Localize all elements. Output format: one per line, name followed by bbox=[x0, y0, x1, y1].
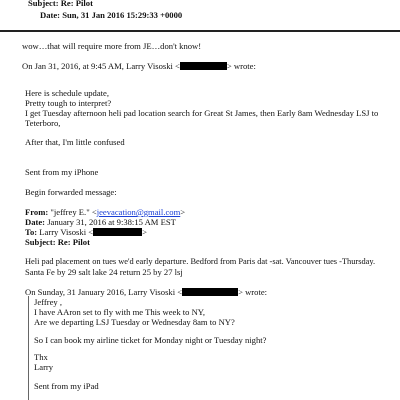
fwd-to-value: Larry Visoski < bbox=[39, 227, 94, 237]
larry-line-4: Teterboro, bbox=[25, 118, 61, 128]
quoted-sent-from: Sent from my iPad bbox=[34, 381, 99, 391]
date-value: Sun, 31 Jan 2016 15:29:33 +0000 bbox=[62, 10, 183, 20]
forwarded-intro: Begin forwarded message: bbox=[25, 187, 117, 197]
redacted-email bbox=[182, 288, 238, 296]
reply-attribution-suffix: > wrote: bbox=[226, 61, 256, 71]
fwd-to-label: To: bbox=[25, 227, 38, 237]
fwd-date-label: Date: bbox=[25, 217, 46, 227]
fwd-from-row bbox=[25, 207, 185, 217]
fwd-from-close: > bbox=[180, 207, 186, 217]
quoted-line-2: I have AAron set to fly with me This week to NY, bbox=[34, 307, 206, 317]
date-label: Date: bbox=[40, 10, 61, 20]
subject-row bbox=[28, 0, 93, 8]
reply-attribution-prefix: On Jan 31, 2016, at 9:45 AM, Larry Visoski < bbox=[22, 61, 180, 71]
larry-confused: After that, I'm little confused bbox=[25, 137, 125, 147]
larry-line-2: Pretty tough to interpret? bbox=[25, 98, 112, 108]
subject-value: Re: Pilot bbox=[60, 0, 93, 8]
quoted-attribution bbox=[25, 287, 267, 297]
larry-line-1: Here is schedule update, bbox=[25, 88, 109, 98]
fwd-from-label: From: bbox=[25, 207, 49, 217]
reply-attribution bbox=[22, 61, 256, 71]
fwd-subject-row bbox=[25, 237, 90, 247]
redacted-email bbox=[93, 228, 142, 236]
fwd-to-close: > bbox=[142, 227, 147, 237]
fwd-to-row bbox=[25, 227, 147, 237]
quoted-attribution-prefix: On Sunday, 31 January 2016, Larry Visoski < bbox=[25, 287, 183, 297]
larry-line-3: I get Tuesday afternoon heli pad location search for Great St James, then Early 8am Wednesday LSJ to bbox=[25, 108, 379, 118]
quoted-attribution-suffix: > wrote: bbox=[238, 287, 268, 297]
jeffrey-line-1: Heli pad placement on tues we'd early departure. Bedford from Paris dat -sat. Vancouver tues -Thursday. bbox=[25, 257, 376, 266]
quoted-thx: Thx bbox=[34, 352, 48, 362]
fwd-date-value: January 31, 2016 at 9:38:15 AM EST bbox=[47, 217, 176, 227]
subject-label: Subject: bbox=[28, 0, 59, 8]
fwd-date-row bbox=[25, 217, 176, 227]
fwd-from-name: "jeffrey E." < bbox=[50, 207, 97, 217]
quoted-name: Larry bbox=[34, 362, 54, 372]
fwd-from-email-link[interactable]: jeevacation@gmail.com bbox=[96, 207, 181, 217]
header-divider bbox=[0, 30, 400, 32]
quoted-line-1: Jeffrey , bbox=[34, 297, 62, 307]
date-row bbox=[40, 10, 182, 20]
redacted-email bbox=[180, 62, 227, 70]
fwd-subject-value: Re: Pilot bbox=[57, 237, 90, 247]
reply-body: wow…that will require more from JE…don't know! bbox=[22, 41, 202, 51]
quoted-question: So I can book my airline ticket for Monday night or Tuesday night? bbox=[34, 335, 267, 345]
quoted-line-3: Are we departing LSJ Tuesday or Wednesday 8am to NY? bbox=[34, 317, 235, 327]
larry-sent-from: Sent from my iPhone bbox=[25, 167, 99, 177]
fwd-subject-label: Subject: bbox=[25, 237, 56, 247]
jeffrey-line-2: Santa Fe by 29 salt lake 24 return 25 by 27 lsj bbox=[25, 267, 183, 277]
quote-bar bbox=[28, 296, 29, 400]
